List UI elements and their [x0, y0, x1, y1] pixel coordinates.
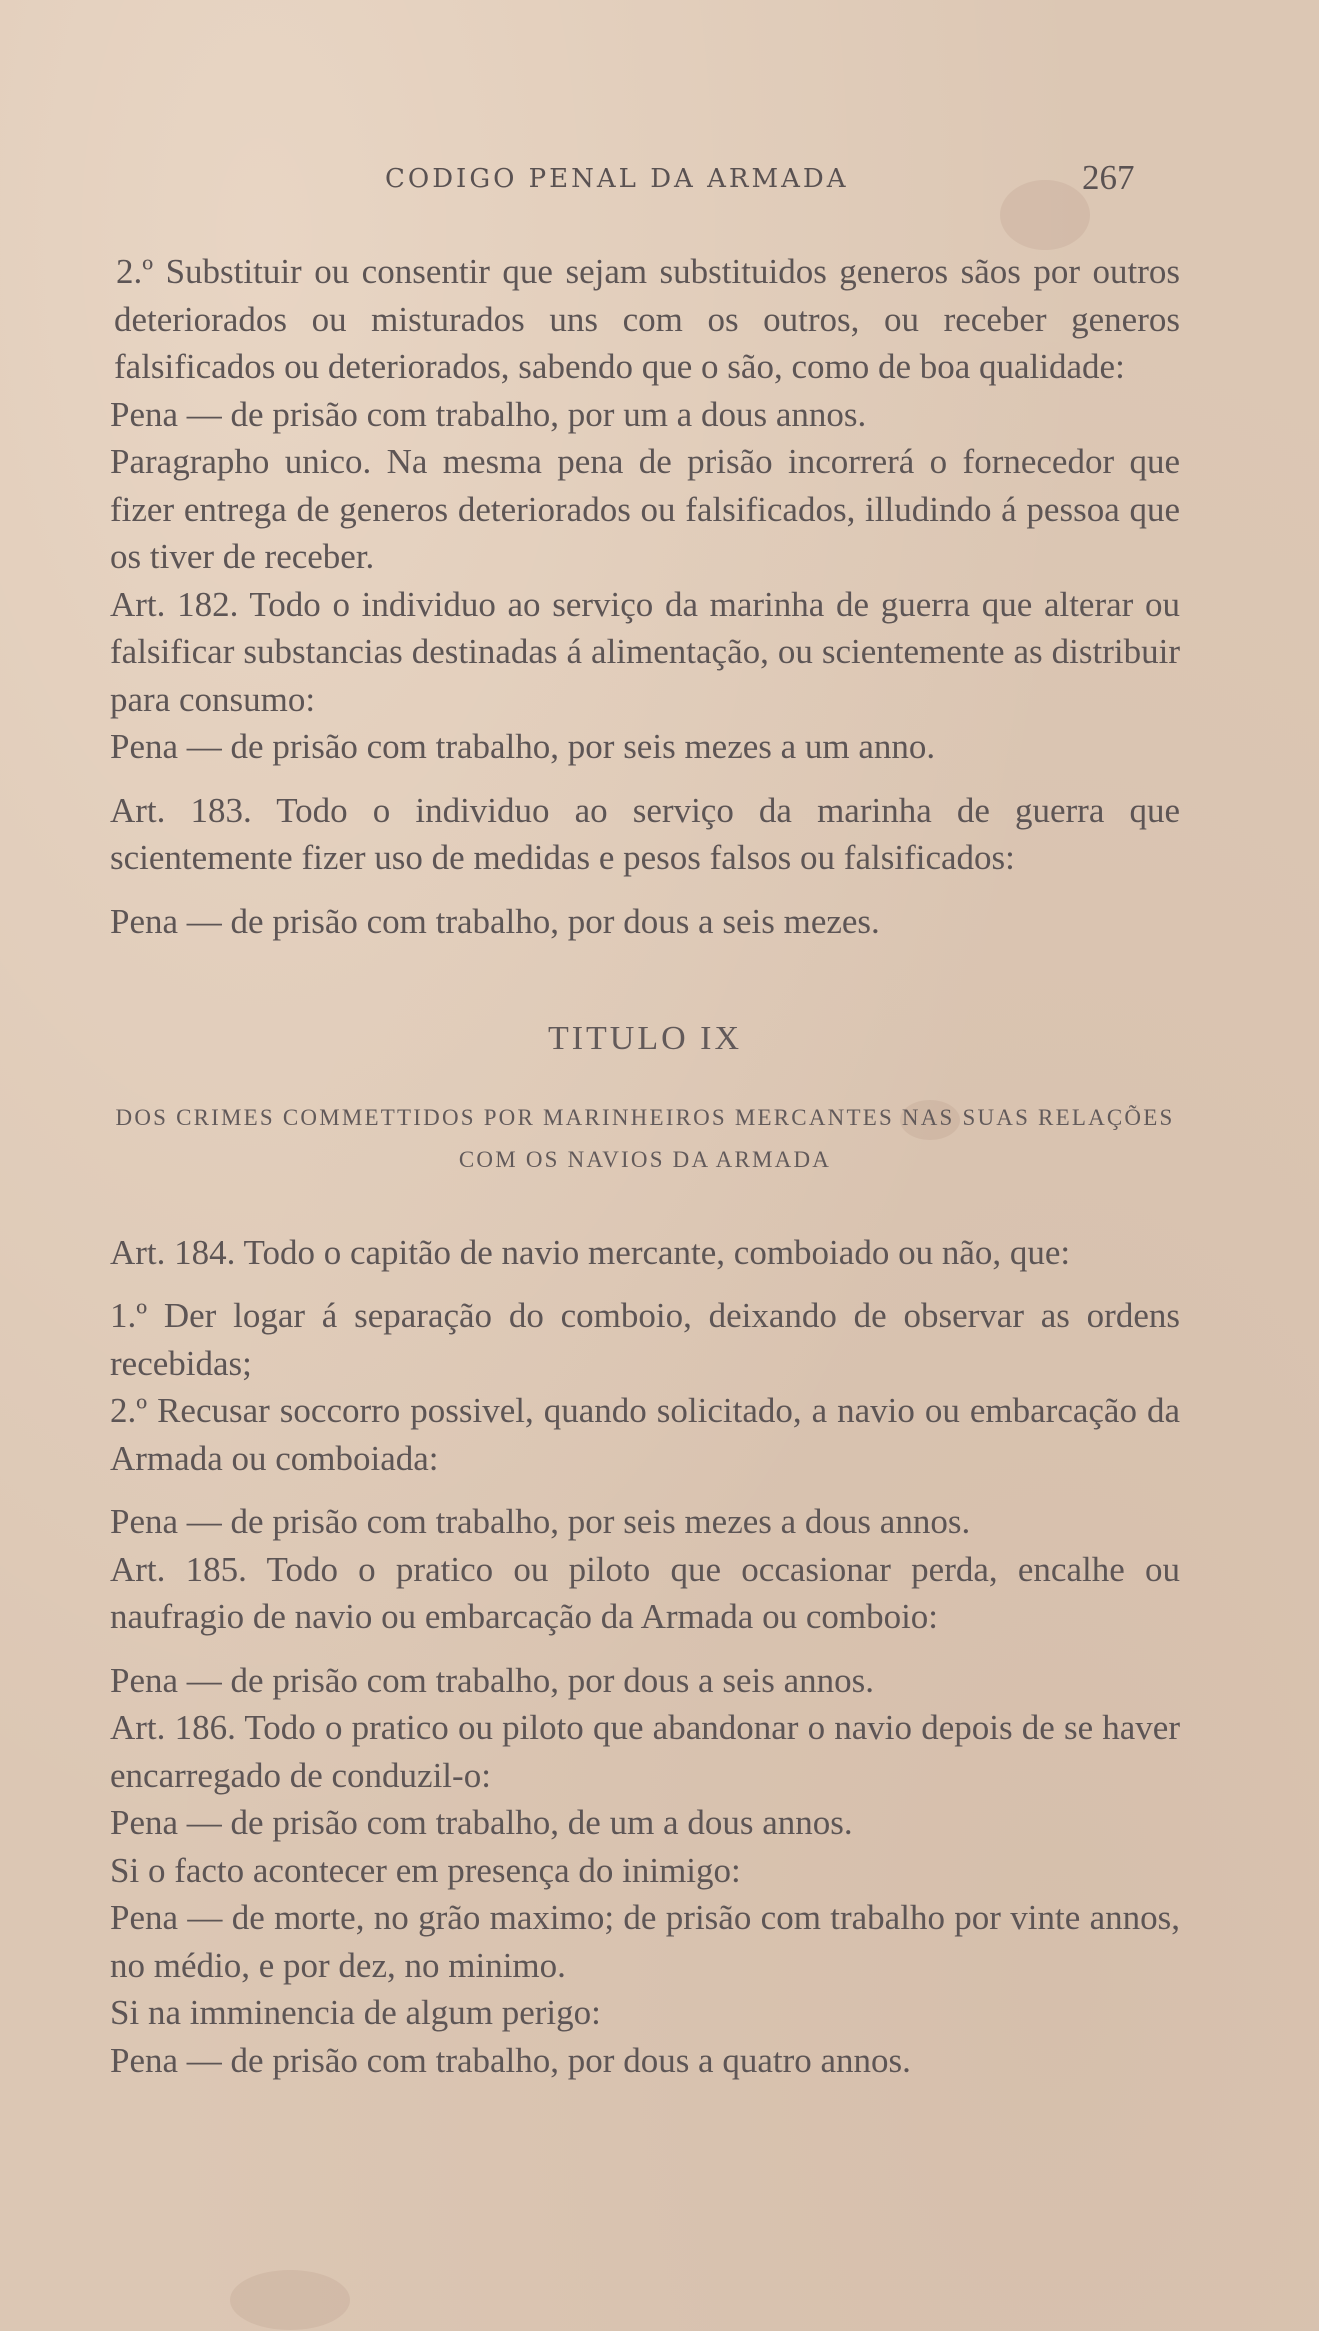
paragraph: Pena — de prisão com trabalho, por dous a quatro annos. [110, 2040, 911, 2080]
paragraph: Paragrapho unico. Na mesma pena de prisão incorrerá o fornecedor que fizer entrega de generos deteriorados ou falsificados, illudindo á pessoa que os tiver de receber. [110, 442, 1180, 576]
paragraph: Si o facto acontecer em presença do inimigo: [110, 1850, 741, 1890]
body-text [110, 248, 1180, 2084]
paragraph: Pena — de prisão com trabalho, por um a dous annos. [110, 394, 867, 434]
running-title: CODIGO PENAL DA ARMADA [385, 164, 849, 194]
paragraph: Pena — de prisão com trabalho, por seis mezes a um anno. [110, 727, 936, 766]
paragraph: Art. 185. Todo o pratico ou piloto que occasionar perda, encalhe ou naufragio de navio ou embarcação da Armada ou comboio: [110, 1549, 1180, 1636]
paper-stain [230, 2270, 350, 2330]
paragraph: Pena — de prisão com trabalho, de um a dous annos. [110, 1803, 853, 1842]
section-title: TITULO IX [547, 1020, 743, 1057]
paragraph: 2.º Recusar soccorro possivel, quando solicitado, a navio ou embarcação da Armada ou comboiada: [110, 1391, 1180, 1478]
paragraph: Pena — de morte, no grão maximo; de prisão com trabalho por vinte annos, no médio, e por dez, no minimo. [110, 1898, 1180, 1985]
paragraph: 1.º Der logar á separação do comboio, deixando de observar as ordens recebidas; [110, 1296, 1180, 1383]
paragraph: Pena — de prisão com trabalho, por seis mezes a dous annos. [110, 1502, 971, 1541]
page-number: 267 [1082, 158, 1135, 197]
paragraph: Pena — de prisão com trabalho, por dous a seis mezes. [110, 901, 880, 941]
paragraph: Art. 186. Todo o pratico ou piloto que abandonar o navio depois de se haver encarregado de conduzil-o: [110, 1708, 1180, 1795]
page-header [0, 158, 1319, 198]
paragraph: Pena — de prisão com trabalho, por dous a seis annos. [110, 1660, 875, 1700]
paragraph: Art. 183. Todo o individuo ao serviço da marinha de guerra que scientemente fizer uso de medidas e pesos falsos ou falsificados: [110, 790, 1180, 877]
paragraph: Art. 184. Todo o capitão de navio mercante, comboiado ou não, que: [110, 1232, 1071, 1272]
section-subtitle: DOS CRIMES COMMETTIDOS POR MARINHEIROS MERCANTES NAS SUAS RELAÇÕES COM OS NAVIOS DA ARMADA [115, 1104, 1175, 1172]
paragraph: Art. 182. Todo o individuo ao serviço da marinha de guerra que alterar ou falsificar substancias destinadas á alimentação, ou scientemente as distribuir para consumo: [110, 584, 1180, 719]
paragraph: 2.º Substituir ou consentir que sejam substituidos generos sãos por outros deteriorados ou misturados uns com os outros, ou receber generos falsificados ou deteriorados, sabendo que o são, como de boa qualidade: [114, 252, 1180, 386]
paragraph: Si na imminencia de algum perigo: [110, 1993, 601, 2032]
